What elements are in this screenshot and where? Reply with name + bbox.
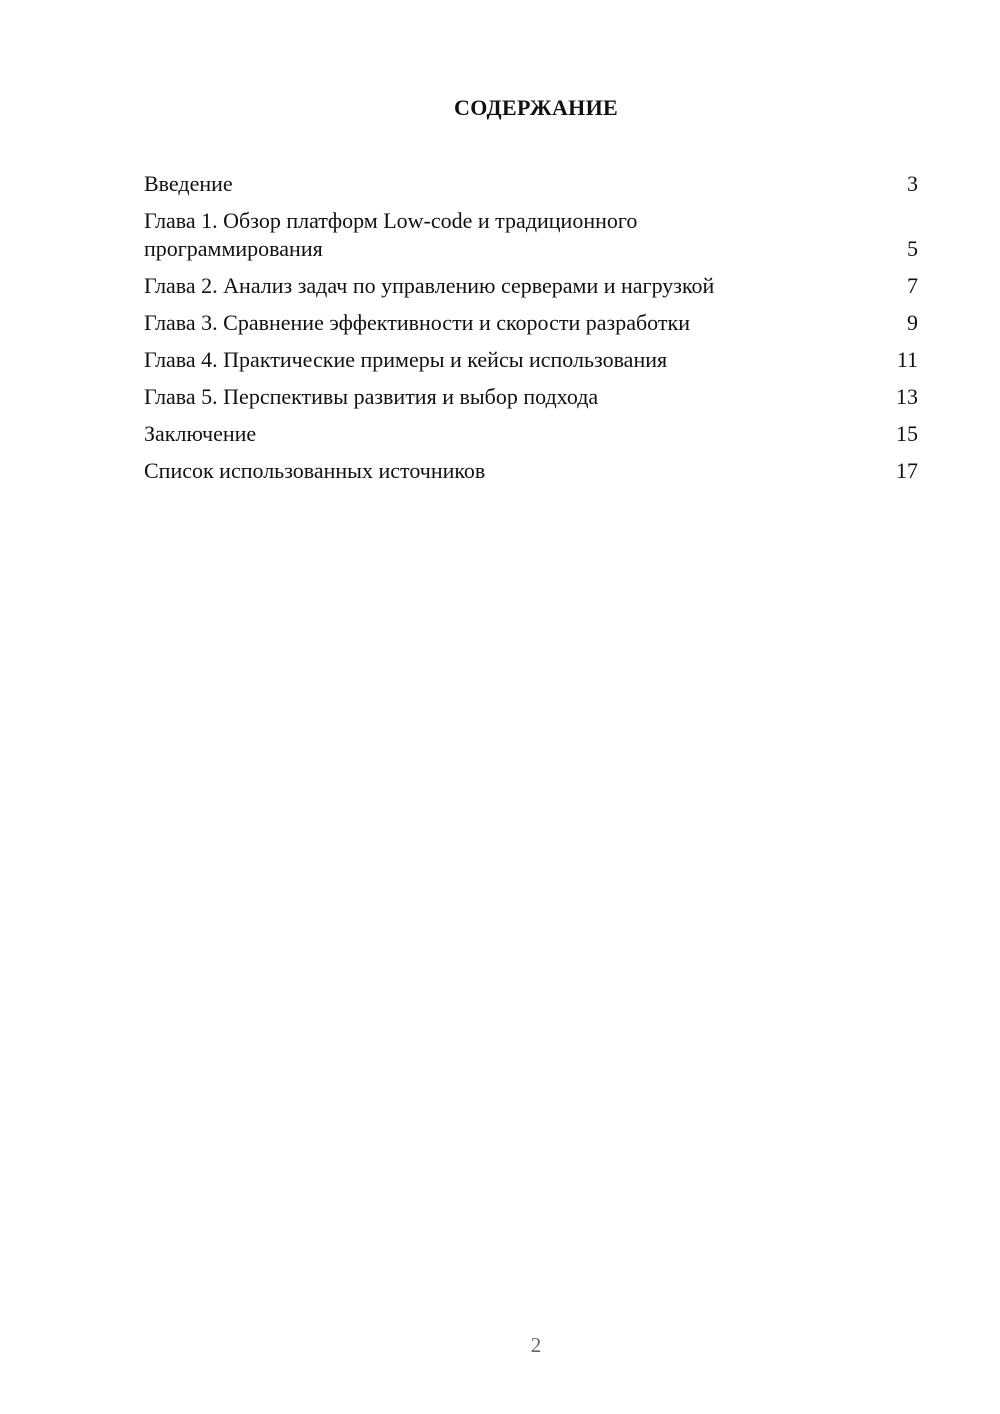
toc-entry-page: 11 <box>896 347 918 372</box>
toc-entry-chapter-1[interactable] <box>144 207 918 263</box>
toc-entry-introduction[interactable] <box>144 170 918 198</box>
table-of-contents <box>144 170 918 494</box>
toc-entry-chapter-5[interactable] <box>144 383 918 411</box>
toc-entry-page: 7 <box>907 273 918 298</box>
toc-entry-page: 15 <box>896 421 918 446</box>
toc-entry-page: 5 <box>907 236 918 261</box>
toc-entry-references[interactable] <box>144 457 918 485</box>
toc-entry-text: Список использованных источников <box>144 458 486 483</box>
toc-entry-text: Глава 5. Перспективы развития и выбор подхода <box>144 384 599 409</box>
toc-entry-chapter-3[interactable] <box>144 309 918 337</box>
toc-title: СОДЕРЖАНИЕ <box>454 95 618 120</box>
toc-entry-page: 17 <box>896 458 918 483</box>
toc-entry-chapter-4[interactable] <box>144 346 918 374</box>
toc-entry-text: Введение <box>144 171 233 196</box>
toc-entry-text: Заключение <box>144 421 257 446</box>
toc-entry-text: Глава 1. Обзор платформ Low-code и традиционного программирования <box>144 208 638 261</box>
toc-entry-page: 13 <box>896 384 918 409</box>
toc-entry-text: Глава 2. Анализ задач по управлению серверами и нагрузкой <box>144 273 715 298</box>
toc-entry-page: 9 <box>907 310 918 335</box>
toc-entry-chapter-2[interactable] <box>144 272 918 300</box>
toc-entry-text: Глава 3. Сравнение эффективности и скорости разработки <box>144 310 690 335</box>
toc-entry-page: 3 <box>907 171 918 196</box>
toc-entry-text: Глава 4. Практические примеры и кейсы использования <box>144 347 668 372</box>
page-number: 2 <box>530 1333 542 1357</box>
toc-entry-conclusion[interactable] <box>144 420 918 448</box>
